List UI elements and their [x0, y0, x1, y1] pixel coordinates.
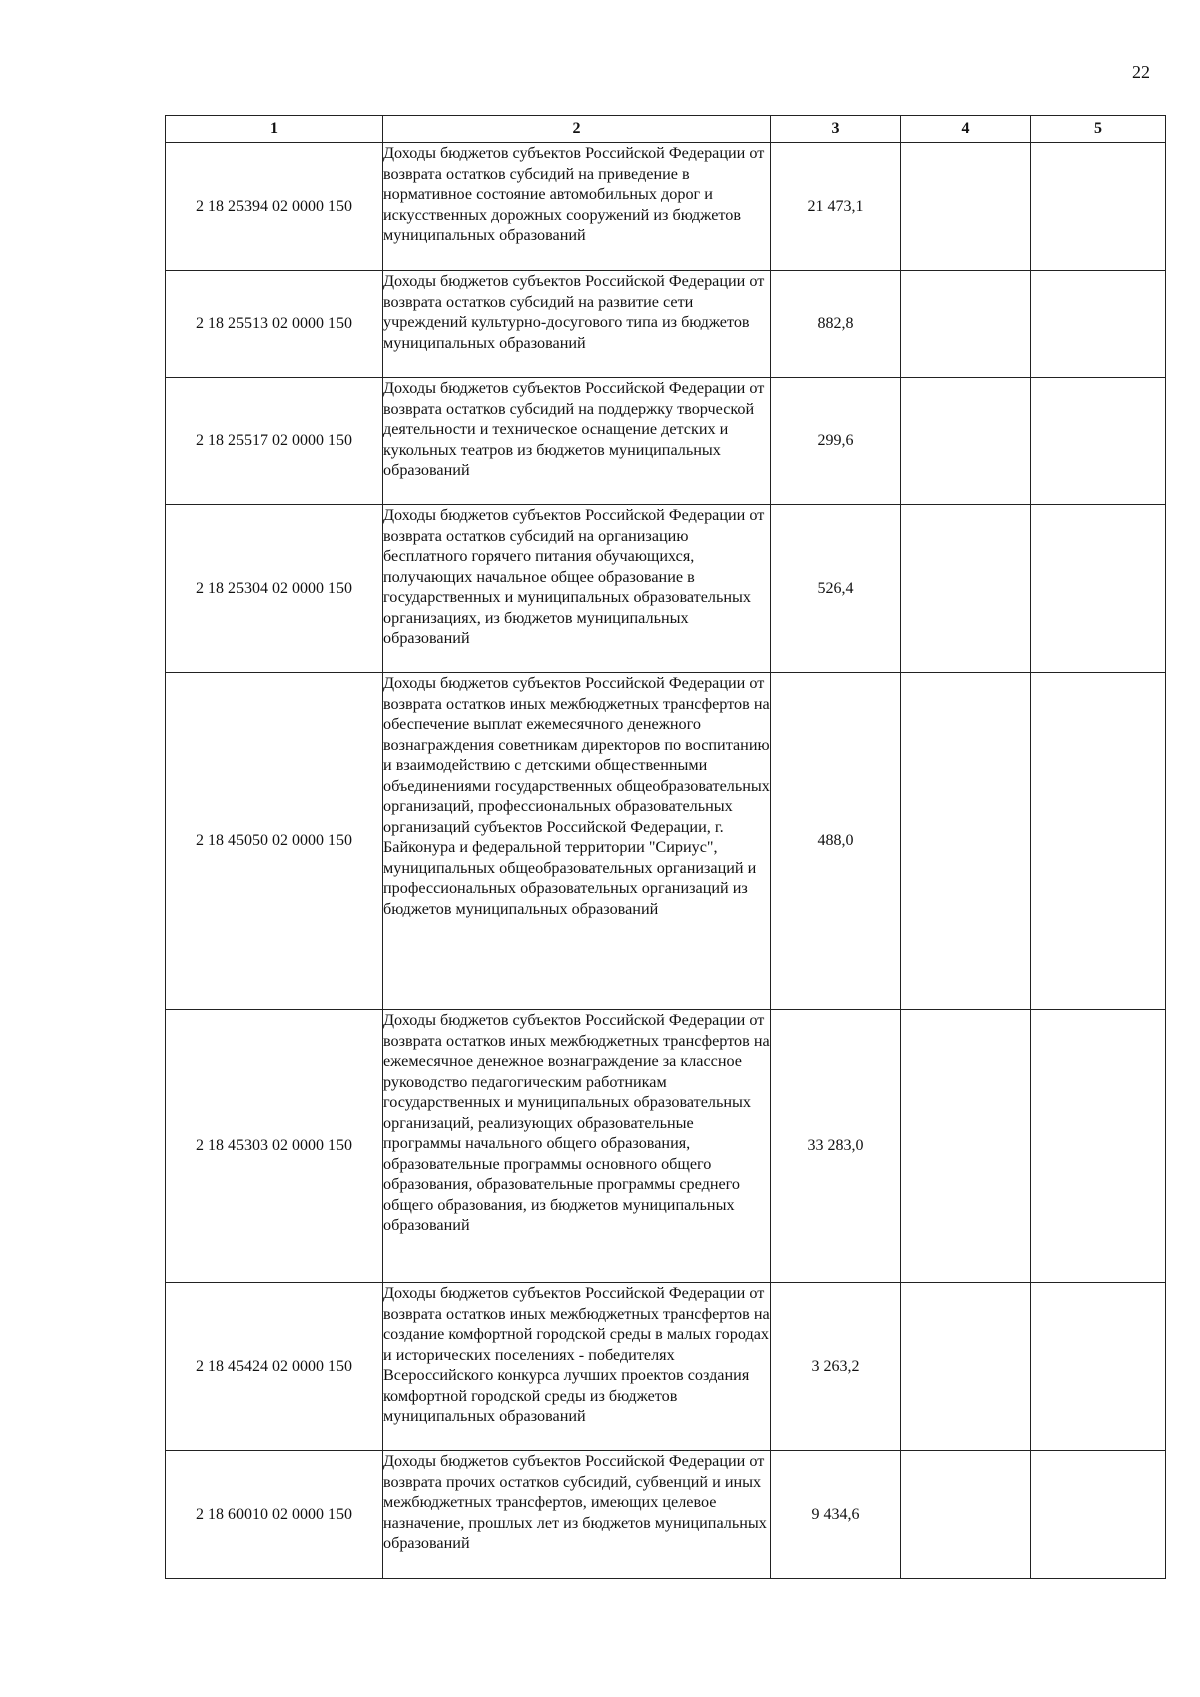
budget-code-cell: 2 18 25517 02 0000 150	[166, 378, 383, 505]
header-col-1: 1	[166, 116, 383, 143]
amount-cell: 526,4	[771, 505, 901, 673]
col4-cell	[901, 271, 1031, 378]
col5-cell	[1031, 143, 1166, 271]
col4-cell	[901, 1283, 1031, 1451]
amount-cell: 488,0	[771, 673, 901, 1010]
header-col-3: 3	[771, 116, 901, 143]
description-cell: Доходы бюджетов субъектов Российской Федерации от возврата остатков субсидий на организацию бесплатного горячего питания обучающихся, получающих начальное общее образование в государственных и муниципальных образовательных организациях, из бюджетов муниципальных образований	[383, 505, 771, 673]
page-number: 22	[1132, 62, 1150, 82]
amount-cell: 3 263,2	[771, 1283, 901, 1451]
table-row	[166, 1451, 1166, 1579]
amount-cell: 882,8	[771, 271, 901, 378]
amount-cell: 9 434,6	[771, 1451, 901, 1579]
description-cell: Доходы бюджетов субъектов Российской Федерации от возврата остатков иных межбюджетных трансфертов на создание комфортной городской среды в малых городах и исторических поселениях - победителях Всероссийского конкурса лучших проектов создания комфортной городской среды из бюджетов муниципальных образований	[383, 1283, 771, 1451]
col4-cell	[901, 1010, 1031, 1283]
budget-table	[165, 115, 1166, 1579]
col4-cell	[901, 1451, 1031, 1579]
table-row	[166, 505, 1166, 673]
description-cell: Доходы бюджетов субъектов Российской Федерации от возврата остатков субсидий на приведение в нормативное состояние автомобильных дорог и искусственных дорожных сооружений из бюджетов муниципальных образований	[383, 143, 771, 271]
table-row	[166, 271, 1166, 378]
budget-code-cell: 2 18 60010 02 0000 150	[166, 1451, 383, 1579]
amount-cell: 21 473,1	[771, 143, 901, 271]
header-col-5: 5	[1031, 116, 1166, 143]
budget-code-cell: 2 18 45303 02 0000 150	[166, 1010, 383, 1283]
header-col-4: 4	[901, 116, 1031, 143]
table-row	[166, 673, 1166, 1010]
amount-cell: 33 283,0	[771, 1010, 901, 1283]
budget-code-cell: 2 18 25513 02 0000 150	[166, 271, 383, 378]
table-header-row	[166, 116, 1166, 143]
col4-cell	[901, 673, 1031, 1010]
table-row	[166, 1010, 1166, 1283]
col4-cell	[901, 143, 1031, 271]
col5-cell	[1031, 1451, 1166, 1579]
budget-code-cell: 2 18 25304 02 0000 150	[166, 505, 383, 673]
col5-cell	[1031, 673, 1166, 1010]
col4-cell	[901, 378, 1031, 505]
col4-cell	[901, 505, 1031, 673]
header-col-2: 2	[383, 116, 771, 143]
col5-cell	[1031, 271, 1166, 378]
col5-cell	[1031, 505, 1166, 673]
col5-cell	[1031, 1010, 1166, 1283]
budget-code-cell: 2 18 45424 02 0000 150	[166, 1283, 383, 1451]
table-row	[166, 378, 1166, 505]
description-cell: Доходы бюджетов субъектов Российской Федерации от возврата остатков субсидий на поддержку творческой деятельности и техническое оснащение детских и кукольных театров из бюджетов муниципальных образований	[383, 378, 771, 505]
col5-cell	[1031, 1283, 1166, 1451]
budget-code-cell: 2 18 25394 02 0000 150	[166, 143, 383, 271]
col5-cell	[1031, 378, 1166, 505]
description-cell: Доходы бюджетов субъектов Российской Федерации от возврата остатков иных межбюджетных трансфертов на обеспечение выплат ежемесячного денежного вознаграждения советникам директоров по воспитанию и взаимодействию с детскими общественными объединениями государственных общеобразовательных организаций, профессиональных образовательных организаций субъектов Российской Федерации, г. Байконура и федеральной территории "Сириус", муниципальных общеобразовательных организаций и профессиональных образовательных организаций из бюджетов муниципальных образований	[383, 673, 771, 1010]
description-cell: Доходы бюджетов субъектов Российской Федерации от возврата остатков иных межбюджетных трансфертов на ежемесячное денежное вознаграждение за классное руководство педагогическим работникам государственных и муниципальных образовательных организаций, реализующих образовательные программы начального общего образования, образовательные программы основного общего образования, образовательные программы среднего общего образования, из бюджетов муниципальных образований	[383, 1010, 771, 1283]
table-row	[166, 143, 1166, 271]
description-cell: Доходы бюджетов субъектов Российской Федерации от возврата прочих остатков субсидий, субвенций и иных межбюджетных трансфертов, имеющих целевое назначение, прошлых лет из бюджетов муниципальных образований	[383, 1451, 771, 1579]
table-row	[166, 1283, 1166, 1451]
amount-cell: 299,6	[771, 378, 901, 505]
budget-code-cell: 2 18 45050 02 0000 150	[166, 673, 383, 1010]
description-cell: Доходы бюджетов субъектов Российской Федерации от возврата остатков субсидий на развитие сети учреждений культурно-досугового типа из бюджетов муниципальных образований	[383, 271, 771, 378]
